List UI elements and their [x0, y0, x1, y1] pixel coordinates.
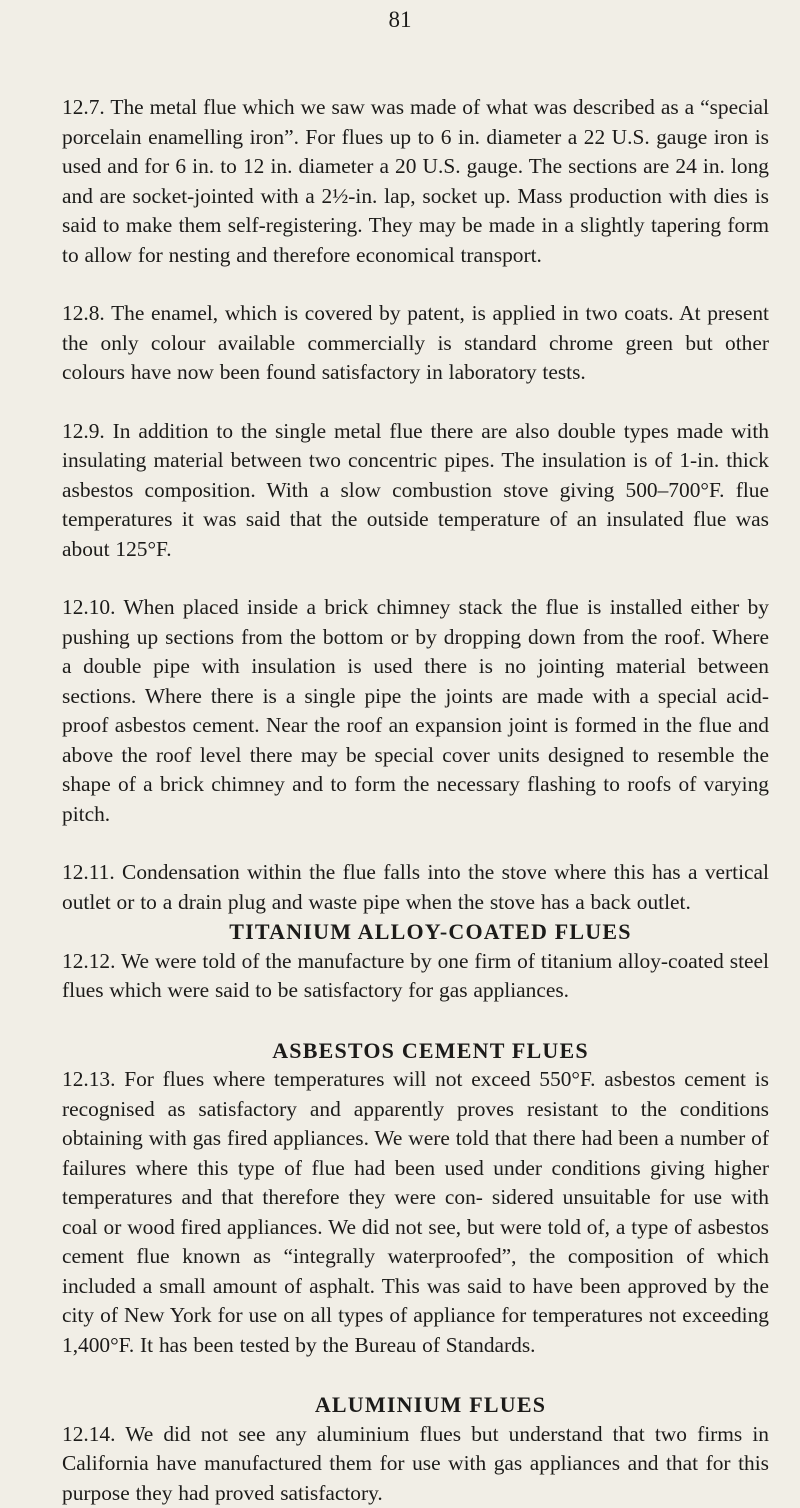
- section-heading-aluminium: ALUMINIUM FLUES: [62, 1390, 769, 1420]
- paragraph-12-14: 12.14. We did not see any aluminium flues but understand that two firms in California have manufactured them for use with gas appliances and that for this purpose they had proved satisfactory.: [62, 1420, 769, 1508]
- body-text: [62, 93, 769, 1508]
- paragraph-12-9: 12.9. In addition to the single metal flue there are also double types made with insulating material between two concentric pipes. The insulation is of 1-in. thick asbestos composition. With a slow combustion stove giving 500–700°F. flue temperatures it was said that the outside temperature of an insulated flue was about 125°F.: [62, 417, 769, 565]
- section-heading-titanium: TITANIUM ALLOY-COATED FLUES: [62, 917, 769, 947]
- paragraph-12-12: 12.12. We were told of the manufacture by one firm of titanium alloy-coated steel flues which were said to be satisfactory for gas appliances.: [62, 947, 769, 1006]
- section-heading-asbestos: ASBESTOS CEMENT FLUES: [62, 1036, 769, 1066]
- paragraph-12-11: 12.11. Condensation within the flue falls into the stove where this has a vertical outlet or to a drain plug and waste pipe when the stove has a back outlet.: [62, 858, 769, 917]
- page-number: 81: [0, 8, 800, 31]
- paragraph-12-8: 12.8. The enamel, which is covered by patent, is applied in two coats. At present the only colour available commercially is standard chrome green but other colours have now been found satisfactory in laboratory tests.: [62, 299, 769, 388]
- paragraph-12-7: 12.7. The metal flue which we saw was made of what was described as a “special porcelain enamelling iron”. For flues up to 6 in. diameter a 22 U.S. gauge iron is used and for 6 in. to 12 in. diameter a 20 U.S. gauge. The sections are 24 in. long and are socket-jointed with a 2½-in. lap, socket up. Mass production with dies is said to make them self-registering. They may be made in a slightly tapering form to allow for nesting and therefore economical transport.: [62, 93, 769, 270]
- paragraph-12-10: 12.10. When placed inside a brick chimney stack the flue is installed either by pushing up sections from the bottom or by dropping down from the roof. Where a double pipe with insulation is used there is no jointing material between sections. Where there is a single pipe the joints are made with a special acid-proof asbestos cement. Near the roof an expansion joint is formed in the flue and above the roof level there may be special cover units designed to resemble the shape of a brick chimney and to form the necessary flashing to roofs of varying pitch.: [62, 593, 769, 829]
- paragraph-12-13: 12.13. For flues where temperatures will not exceed 550°F. asbestos cement is recognised as satisfactory and apparently proves resistant to the conditions obtaining with gas fired appliances. We were told that there had been a number of failures where this type of flue had been used under conditions giving higher temperatures and that therefore they were con- sidered unsuitable for use with coal or wood fired appliances. We did not see, but were told of, a type of asbestos cement flue known as “integrally waterproofed”, the composition of which included a small amount of asphalt. This was said to have been approved by the city of New York for use on all types of appliance for temperatures not exceeding 1,400°F. It has been tested by the Bureau of Standards.: [62, 1065, 769, 1360]
